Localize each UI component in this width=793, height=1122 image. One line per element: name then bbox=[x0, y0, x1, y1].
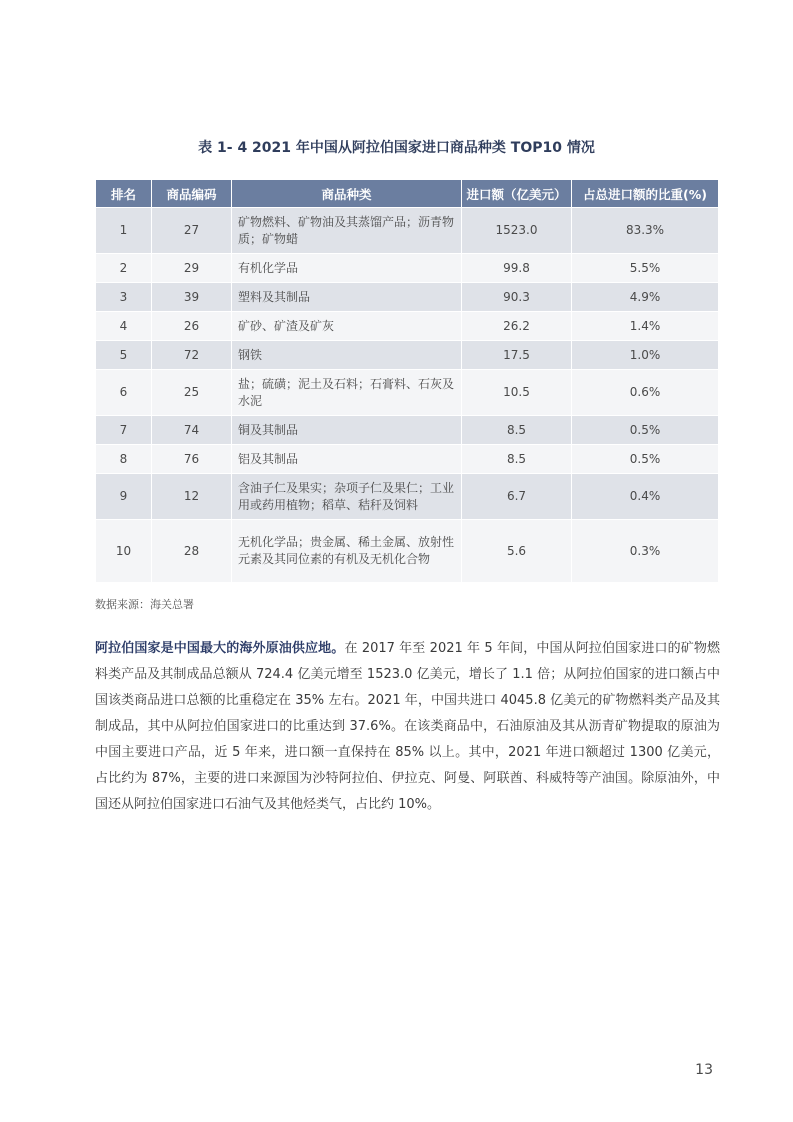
share-cell: 83.3% bbox=[572, 208, 719, 254]
code-cell: 74 bbox=[152, 416, 232, 445]
rank-cell: 3 bbox=[96, 283, 152, 312]
amount-cell: 26.2 bbox=[462, 312, 572, 341]
body-paragraph bbox=[95, 636, 720, 818]
category-cell: 塑料及其制品 bbox=[232, 283, 462, 312]
rank-cell: 8 bbox=[96, 445, 152, 474]
amount-cell: 8.5 bbox=[462, 416, 572, 445]
amount-cell: 99.8 bbox=[462, 254, 572, 283]
share-cell: 0.4% bbox=[572, 474, 719, 520]
code-cell: 26 bbox=[152, 312, 232, 341]
code-cell: 12 bbox=[152, 474, 232, 520]
table-row bbox=[96, 445, 719, 474]
header-rank: 排名 bbox=[96, 180, 152, 208]
rank-cell: 7 bbox=[96, 416, 152, 445]
rank-cell: 5 bbox=[96, 341, 152, 370]
table-row bbox=[96, 283, 719, 312]
code-cell: 72 bbox=[152, 341, 232, 370]
header-amount: 进口额（亿美元） bbox=[462, 180, 572, 208]
amount-cell: 17.5 bbox=[462, 341, 572, 370]
rank-cell: 6 bbox=[96, 370, 152, 416]
rank-cell: 2 bbox=[96, 254, 152, 283]
share-cell: 5.5% bbox=[572, 254, 719, 283]
table-title: 表 1- 4 2021 年中国从阿拉伯国家进口商品种类 TOP10 情况 bbox=[198, 140, 595, 156]
table-row bbox=[96, 254, 719, 283]
amount-cell: 1523.0 bbox=[462, 208, 572, 254]
table-row bbox=[96, 370, 719, 416]
code-cell: 29 bbox=[152, 254, 232, 283]
category-cell: 铝及其制品 bbox=[232, 445, 462, 474]
category-cell: 盐；硫磺；泥土及石料；石膏料、石灰及水泥 bbox=[232, 370, 462, 416]
rank-cell: 10 bbox=[96, 520, 152, 583]
table-row bbox=[96, 341, 719, 370]
header-share: 占总进口额的比重(%) bbox=[572, 180, 719, 208]
share-cell: 0.6% bbox=[572, 370, 719, 416]
amount-cell: 8.5 bbox=[462, 445, 572, 474]
category-cell: 无机化学品；贵金属、稀土金属、放射性元素及其同位素的有机及无机化合物 bbox=[232, 520, 462, 583]
header-code: 商品编码 bbox=[152, 180, 232, 208]
amount-cell: 6.7 bbox=[462, 474, 572, 520]
data-source-note: 数据来源：海关总署 bbox=[95, 598, 194, 611]
page-number: 13 bbox=[695, 1062, 713, 1078]
code-cell: 25 bbox=[152, 370, 232, 416]
code-cell: 76 bbox=[152, 445, 232, 474]
header-category: 商品种类 bbox=[232, 180, 462, 208]
table-header-row bbox=[96, 180, 719, 208]
table-row bbox=[96, 474, 719, 520]
share-cell: 0.3% bbox=[572, 520, 719, 583]
amount-cell: 10.5 bbox=[462, 370, 572, 416]
share-cell: 4.9% bbox=[572, 283, 719, 312]
table-row bbox=[96, 312, 719, 341]
share-cell: 1.0% bbox=[572, 341, 719, 370]
share-cell: 0.5% bbox=[572, 416, 719, 445]
rank-cell: 9 bbox=[96, 474, 152, 520]
amount-cell: 5.6 bbox=[462, 520, 572, 583]
share-cell: 0.5% bbox=[572, 445, 719, 474]
code-cell: 27 bbox=[152, 208, 232, 254]
import-table bbox=[95, 179, 719, 583]
amount-cell: 90.3 bbox=[462, 283, 572, 312]
category-cell: 矿物燃料、矿物油及其蒸馏产品；沥青物质；矿物蜡 bbox=[232, 208, 462, 254]
category-cell: 有机化学品 bbox=[232, 254, 462, 283]
category-cell: 含油子仁及果实；杂项子仁及果仁；工业用或药用植物；稻草、秸秆及饲料 bbox=[232, 474, 462, 520]
share-cell: 1.4% bbox=[572, 312, 719, 341]
paragraph-lead: 阿拉伯国家是中国最大的海外原油供应地。 bbox=[95, 641, 345, 656]
category-cell: 钢铁 bbox=[232, 341, 462, 370]
rank-cell: 1 bbox=[96, 208, 152, 254]
code-cell: 28 bbox=[152, 520, 232, 583]
paragraph-body: 在 2017 年至 2021 年 5 年间，中国从阿拉伯国家进口的矿物燃料类产品及其制成品总额从 724.4 亿美元增至 1523.0 亿美元，增长了 1.1 倍；从阿拉伯国家的进口额占中国该类商品进口总额的比重稳定在 35% 左右。2021 年，中国共进口 4045.8 亿美元的矿物燃料类产品及其制成品，其中从阿拉伯国家进口的比重达到 37.6%。在该类商品中，石油原油及其从沥青矿物提取的原油为中国主要进口产品，近 5 年来，进口额一直保持在 85% 以上。其中，2021 年进口额超过 1300 亿美元，占比约为 87%，主要的进口来源国为沙特阿拉伯、伊拉克、阿曼、阿联酋、科威特等产油国。除原油外，中国还从阿拉伯国家进口石油气及其他烃类气，占比约 10%。 bbox=[95, 641, 720, 812]
code-cell: 39 bbox=[152, 283, 232, 312]
table-row bbox=[96, 520, 719, 583]
table-row bbox=[96, 208, 719, 254]
table-row bbox=[96, 416, 719, 445]
category-cell: 铜及其制品 bbox=[232, 416, 462, 445]
rank-cell: 4 bbox=[96, 312, 152, 341]
category-cell: 矿砂、矿渣及矿灰 bbox=[232, 312, 462, 341]
